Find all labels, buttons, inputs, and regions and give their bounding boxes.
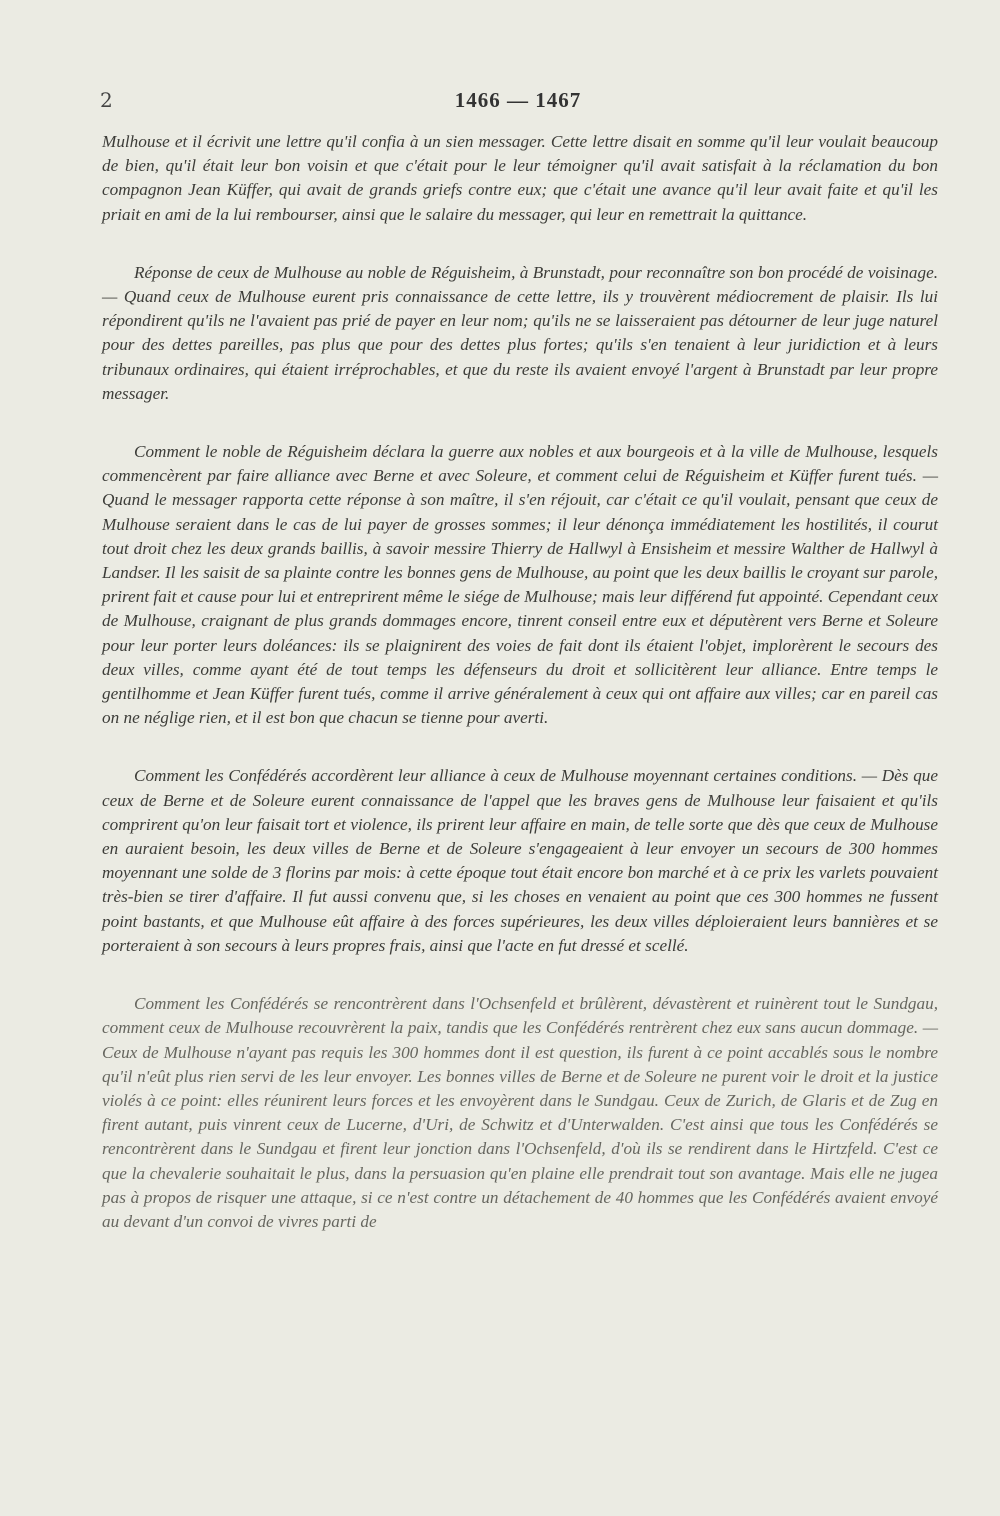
section-ochsenfeld bbox=[102, 992, 938, 1234]
continuation-paragraph: Mulhouse et il écrivit une lettre qu'il confia à un sien messager. Cette lettre disait en somme qu'il leur voulait beaucoup de bien, qu'il était leur bon voisin et que c'était pour le leur témoigner qu'il avait satisfait à la réclamation du bon compagnon Jean Küffer, qui avait de grands griefs contre eux; que c'était une avance qu'il leur avait faite et qu'il les priait en ami de la lui rembourser, ainsi que le salaire du messager, qui leur en remettrait la quittance. bbox=[102, 132, 938, 224]
section-heading: Réponse de ceux de Mulhouse au noble de Réguisheim, à Brunstadt, pour reconnaître son bon procédé de voisinage. bbox=[134, 262, 938, 282]
page-header bbox=[100, 88, 936, 118]
page-number: 2 bbox=[100, 88, 113, 112]
section-heading: Comment les Confédérés accordèrent leur alliance à ceux de Mulhouse moyennant certaines conditions. bbox=[134, 766, 858, 786]
section-body: Quand ceux de Mulhouse eurent pris connaissance de cette lettre, ils y trouvèrent médiocrement de plaisir. Ils lui répondirent qu'ils ne l'avaient pas prié de payer en leur nom; qu'ils ne se laisseraient pas détourner de leur juge naturel pour des dettes pareilles, pas plus que pour des dettes plus fortes; qu'ils s'en tenaient à leur juridiction et à leurs tribunaux ordinaires, qui étaient irréprochables, et que du reste ils avaient envoyé l'argent à Brunstadt par leur propre messager. bbox=[102, 287, 938, 403]
section-reponse bbox=[102, 261, 938, 406]
section-heading: Comment le noble de Réguisheim déclara la guerre aux nobles et aux bourgeois et à la ville de Mulhouse, lesquels commencèrent par faire alliance avec Berne et avec Soleure, et comment celui de Réguisheim et Küffer furent tués. bbox=[102, 442, 938, 486]
section-body: Ceux de Mulhouse n'ayant pas requis les 300 hommes dont il est question, ils furent à ce point accablés sous le nombre qu'il n'eût plus rien servi de les leur envoyer. Les bonnes villes de Berne et de Soleure ne purent voir le droit et la justice violés à ce point: elles réunirent leurs forces et les envoyèrent dans le Sundgau. Ceux de Zurich, de Glaris et de Zug en firent autant, puis vinrent ceux de Lucerne, d'Uri, de Schwitz et d'Unterwalden. C'est ainsi que tous les Confédérés se rencontrèrent dans le Sundgau et firent leur jonction dans l'Ochsenfeld, d'où ils se rendirent dans le Hirtzfeld. C'est ce que la chevalerie souhaitait le plus, dans la persuasion qu'en plaine elle prendrait tout son avantage. Mais elle ne jugea pas à propos de risquer une attaque, si ce n'est contre un détachement de 40 hommes que les Confédérés avaient envoyé au devant d'un convoi de vivres parti de bbox=[102, 1042, 938, 1231]
em-dash: — bbox=[922, 1018, 938, 1038]
body-text bbox=[102, 130, 938, 1234]
section-alliance bbox=[102, 764, 938, 958]
em-dash: — bbox=[922, 466, 938, 486]
section-heading: Comment les Confédérés se rencontrèrent dans l'Ochsenfeld et brûlèrent, dévastèrent et ruinèrent tout le Sundgau, comment ceux de Mulhouse recouvrèrent la paix, tandis que les Confédérés rentrèrent chez eux sans aucun dommage. bbox=[102, 994, 938, 1038]
em-dash: — bbox=[861, 766, 878, 786]
section-body: Dès que ceux de Berne et de Soleure eurent connaissance de l'appel que les braves gens de Mulhouse leur faisaient et qu'ils comprirent qu'on leur faisait tort et violence, ils prirent leur affaire en main, de telle sorte que dès que ceux de Mulhouse en auraient besoin, les deux villes de Berne et de Soleure s'engageaient à leur envoyer un secours de 300 hommes moyennant une solde de 3 florins par mois: à cette époque tout était encore bon marché et à ce prix les varlets pouvaient très-bien se tirer d'affaire. Il fut aussi convenu que, si les choses en venaient au point que ces 300 hommes ne fussent point bastants, et que Mulhouse eût affaire à des forces supérieures, les deux villes déploieraient leurs bannières et se porteraient à son secours à leurs propres frais, ainsi que l'acte en fut dressé et scellé. bbox=[102, 766, 939, 955]
running-title: 1466 — 1467 bbox=[454, 88, 582, 112]
em-dash: — bbox=[102, 287, 118, 307]
section-declaration-guerre bbox=[102, 440, 938, 730]
section-body: Quand le messager rapporta cette réponse à son maître, il s'en réjouit, car c'était ce qu'il voulait, pensant que ceux de Mulhouse seraient dans le cas de lui payer de grosses sommes; il leur dénonça immédiatement les hostilités, il courut tout droit chez les deux grands baillis, à savoir messire Thierry de Hallwyl à Ensisheim et messire Walther de Hallwyl à Landser. Il les saisit de sa plainte contre les bonnes gens de Mulhouse, au point que les deux baillis le croyant sur parole, prirent fait et cause pour lui et entreprirent même le siége de Mulhouse; mais leur différend fut appointé. Cependant ceux de Mulhouse, craignant de plus grands dommages encore, tinrent conseil entre eux et députèrent vers Berne et Soleure pour leur porter leurs doléances: ils se plaignirent des voies de fait dont ils étaient l'objet, implorèrent le secours des deux villes, comme ayant été de tout temps les défenseurs du droit et sollicitèrent leur alliance. Entre temps le gentilhomme et Jean Küffer furent tués, comme il arrive généralement à ceux qui ont affaire aux villes; car en pareil cas on ne néglige rien, et il est bon que chacun se tienne pour averti. bbox=[102, 490, 938, 728]
